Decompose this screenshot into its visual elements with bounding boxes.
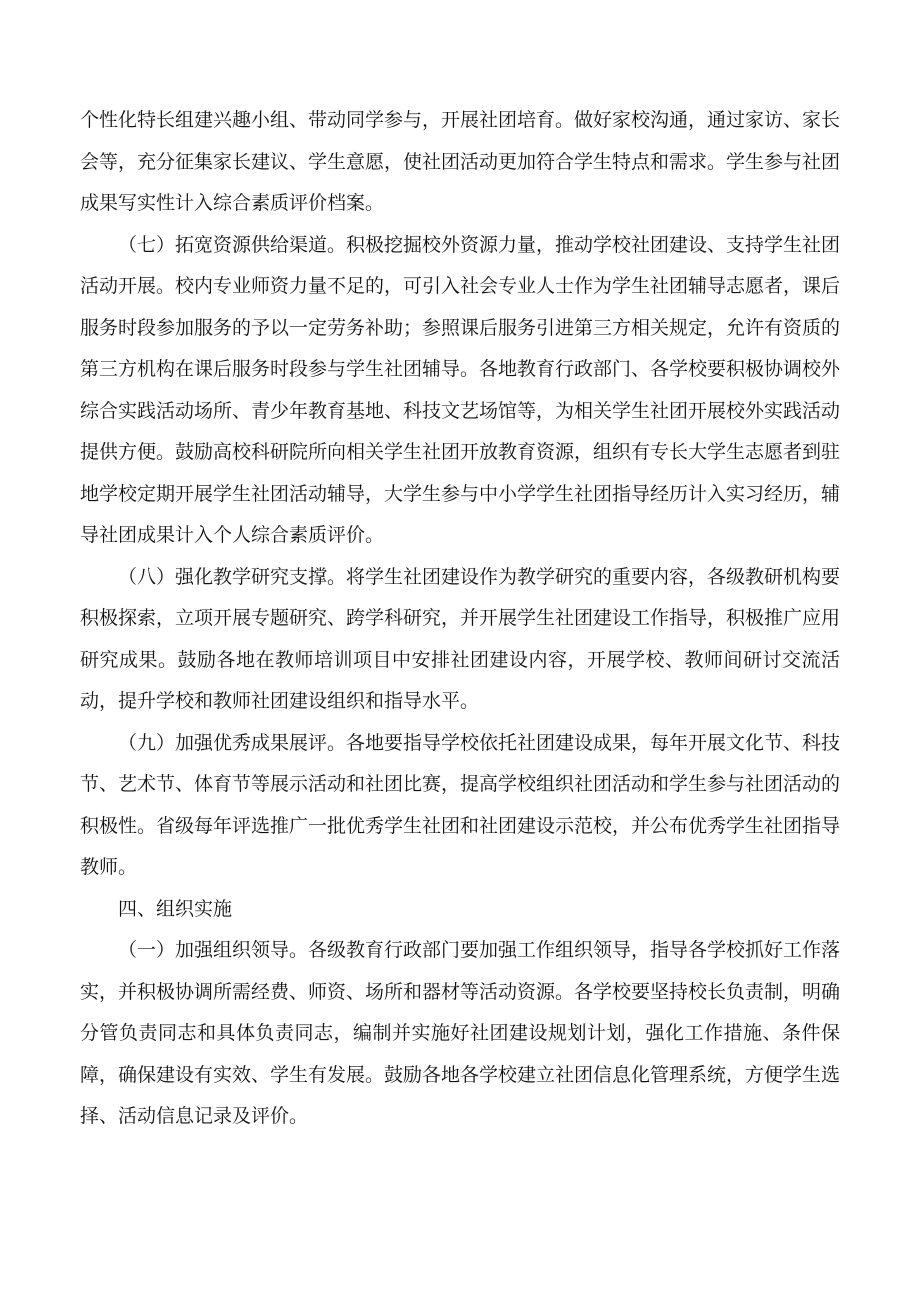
paragraph-strengthen-organizational-leadership: （一）加强组织领导。各级教育行政部门要加强工作组织领导，指导各学校抓好工作落实，并积极协调所需经费、师资、场所和器材等活动资源。各学校要坚持校长负责制，明确分管负责同志和具体负责同志，编制并实施好社团建设规划计划，强化工作措施、条件保障，确保建设有实效、学生有发展。鼓励各地各学校建立社团信息化管理系统，方便学生选择、活动信息记录及评价。	[80, 939, 841, 1127]
section-heading-organization-implementation: 四、组织实施	[118, 897, 233, 920]
paragraph-continuation: 个性化特长组建兴趣小组、带动同学参与，开展社团培育。做好家校沟通，通过家访、家长会等，充分征集家长建议、学生意愿，使社团活动更加符合学生特点和需求。学生参与社团成果写实性计入综合素质评价档案。	[80, 109, 841, 214]
paragraph-expand-resource-channels: （七）拓宽资源供给渠道。积极挖掘校外资源力量，推动学校社团建设、支持学生社团活动开展。校内专业师资力量不足的，可引入社会专业人士作为学生社团辅导志愿者，课后服务时段参加服务的予以一定劳务补助；参照课后服务引进第三方相关规定，允许有资质的第三方机构在课后服务时段参与学生社团辅导。各地教育行政部门、各学校要积极协调校外综合实践活动场所、青少年教育基地、科技文艺场馆等，为相关学生社团开展校外实践活动提供方便。鼓励高校科研院所向相关学生社团开放教育资源，组织有专长大学生志愿者到驻地学校定期开展学生社团活动辅导，大学生参与中小学学生社团指导经历计入实习经历，辅导社团成果计入个人综合素质评价。	[80, 233, 841, 546]
paragraph-teaching-research-support: （八）强化教学研究支撑。将学生社团建设作为教学研究的重要内容，各级教研机构要积极探索，立项开展专题研究、跨学科研究，并开展学生社团建设工作指导，积极推广应用研究成果。鼓励各地在教师培训项目中安排社团建设内容，开展学校、教师间研讨交流活动，提升学校和教师社团建设组织和指导水平。	[80, 565, 841, 712]
paragraph-outstanding-results-exhibition: （九）加强优秀成果展评。各地要指导学校依托社团建设成果，每年开展文化节、科技节、艺术节、体育节等展示活动和社团比赛，提高学校组织社团活动和学生参与社团活动的积极性。省级每年评选推广一批优秀学生社团和社团建设示范校，并公布优秀学生社团指导教师。	[80, 731, 841, 878]
document-body	[80, 100, 840, 1138]
